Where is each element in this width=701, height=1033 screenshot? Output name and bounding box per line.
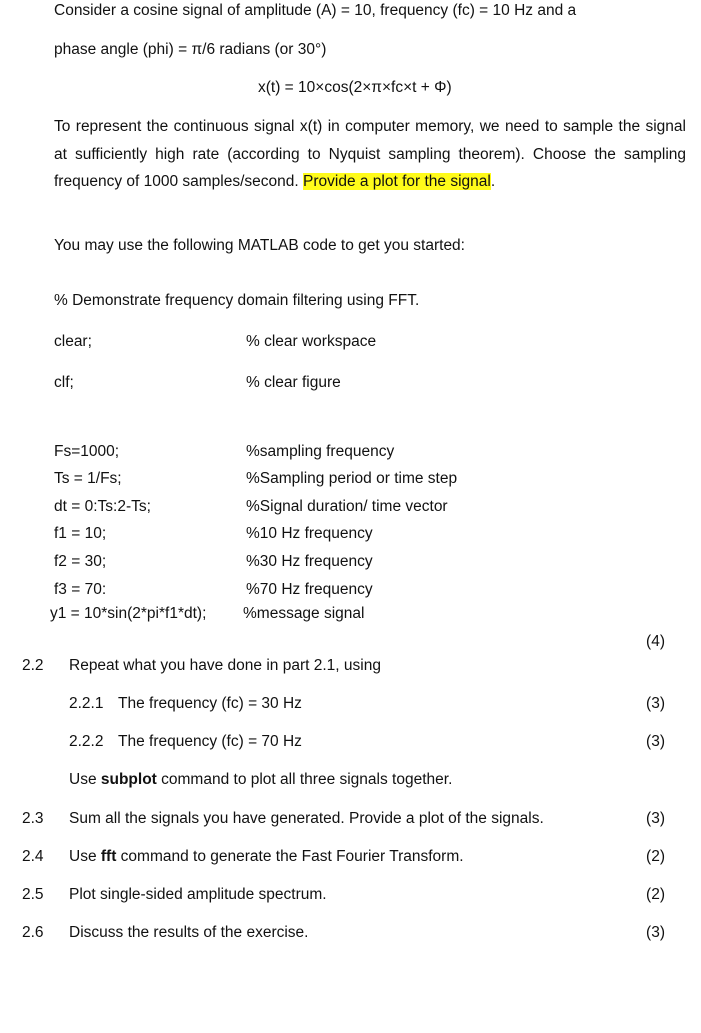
code-comment-line: % clear workspace <box>246 333 377 350</box>
q221-number: 2.2.1 <box>69 695 104 712</box>
subplot-instruction <box>69 770 452 790</box>
code-line: f2 = 30; <box>54 553 107 570</box>
code-comment-line: %sampling frequency <box>246 443 395 460</box>
q222-mark: (3) <box>646 733 665 750</box>
code-line: clf; <box>54 374 74 391</box>
code-comment-line: %Sampling period or time step <box>246 470 458 487</box>
sampling-paragraph <box>54 113 686 196</box>
q22-text: Repeat what you have done in part 2.1, using <box>69 657 381 674</box>
paragraph-end: . <box>490 173 496 190</box>
code-comment-line: %30 Hz frequency <box>246 553 373 570</box>
q26-text: Discuss the results of the exercise. <box>69 924 309 941</box>
code-line: y1 = 10*sin(2*pi*f1*dt); <box>50 605 207 622</box>
q26-number: 2.6 <box>22 924 44 941</box>
code-line: dt = 0:Ts:2-Ts; <box>54 498 151 515</box>
code-line: Ts = 1/Fs; <box>54 470 122 487</box>
subplot-post: command to plot all three signals together. <box>156 771 453 788</box>
code-comment-line: %message signal <box>243 605 365 622</box>
intro-line-2: phase angle (phi) = π/6 radians (or 30°) <box>54 41 327 58</box>
q21-mark: (4) <box>646 633 665 650</box>
q222-text: The frequency (fc) = 70 Hz <box>118 733 302 750</box>
q22-number: 2.2 <box>22 657 44 674</box>
code-line: f3 = 70: <box>54 581 107 598</box>
paragraph-text: To represent the continuous signal x(t) in computer memory, we need to sample the signal at sufficiently high rate (according to Nyquist sampling theorem). Choose the sampling frequency of 1000 samples/second. <box>54 118 686 190</box>
code-comment-line: %10 Hz frequency <box>246 525 373 542</box>
q23-mark: (3) <box>646 810 665 827</box>
q24-number: 2.4 <box>22 848 44 865</box>
q26-mark: (3) <box>646 924 665 941</box>
q24-post: command to generate the Fast Fourier Transform. <box>116 848 464 865</box>
code-comment-line: % clear figure <box>246 374 341 391</box>
fft-command: fft <box>100 848 117 865</box>
q25-text: Plot single-sided amplitude spectrum. <box>69 886 327 903</box>
q24-mark: (2) <box>646 848 665 865</box>
q24-text <box>69 847 464 867</box>
q24-pre: Use <box>69 848 101 865</box>
signal-equation: x(t) = 10×cos(2×π×fc×t + Φ) <box>258 79 452 96</box>
code-line: Fs=1000; <box>54 443 120 460</box>
code-comment-line: %70 Hz frequency <box>246 581 373 598</box>
code-line: clear; <box>54 333 92 350</box>
highlighted-task: Provide a plot for the signal <box>303 173 491 190</box>
subplot-pre: Use <box>69 771 101 788</box>
q221-mark: (3) <box>646 695 665 712</box>
code-line: f1 = 10; <box>54 525 107 542</box>
q221-text: The frequency (fc) = 30 Hz <box>118 695 302 712</box>
code-comment-line: %Signal duration/ time vector <box>246 498 448 515</box>
code-comment: % Demonstrate frequency domain filtering using FFT. <box>54 292 420 309</box>
q25-number: 2.5 <box>22 886 44 903</box>
matlab-intro: You may use the following MATLAB code to get you started: <box>54 237 465 254</box>
q25-mark: (2) <box>646 886 665 903</box>
q23-number: 2.3 <box>22 810 44 827</box>
intro-line-1: Consider a cosine signal of amplitude (A) = 10, frequency (fc) = 10 Hz and a <box>54 2 577 19</box>
q222-number: 2.2.2 <box>69 733 104 750</box>
subplot-command: subplot <box>100 771 157 788</box>
q23-text: Sum all the signals you have generated. Provide a plot of the signals. <box>69 810 544 827</box>
